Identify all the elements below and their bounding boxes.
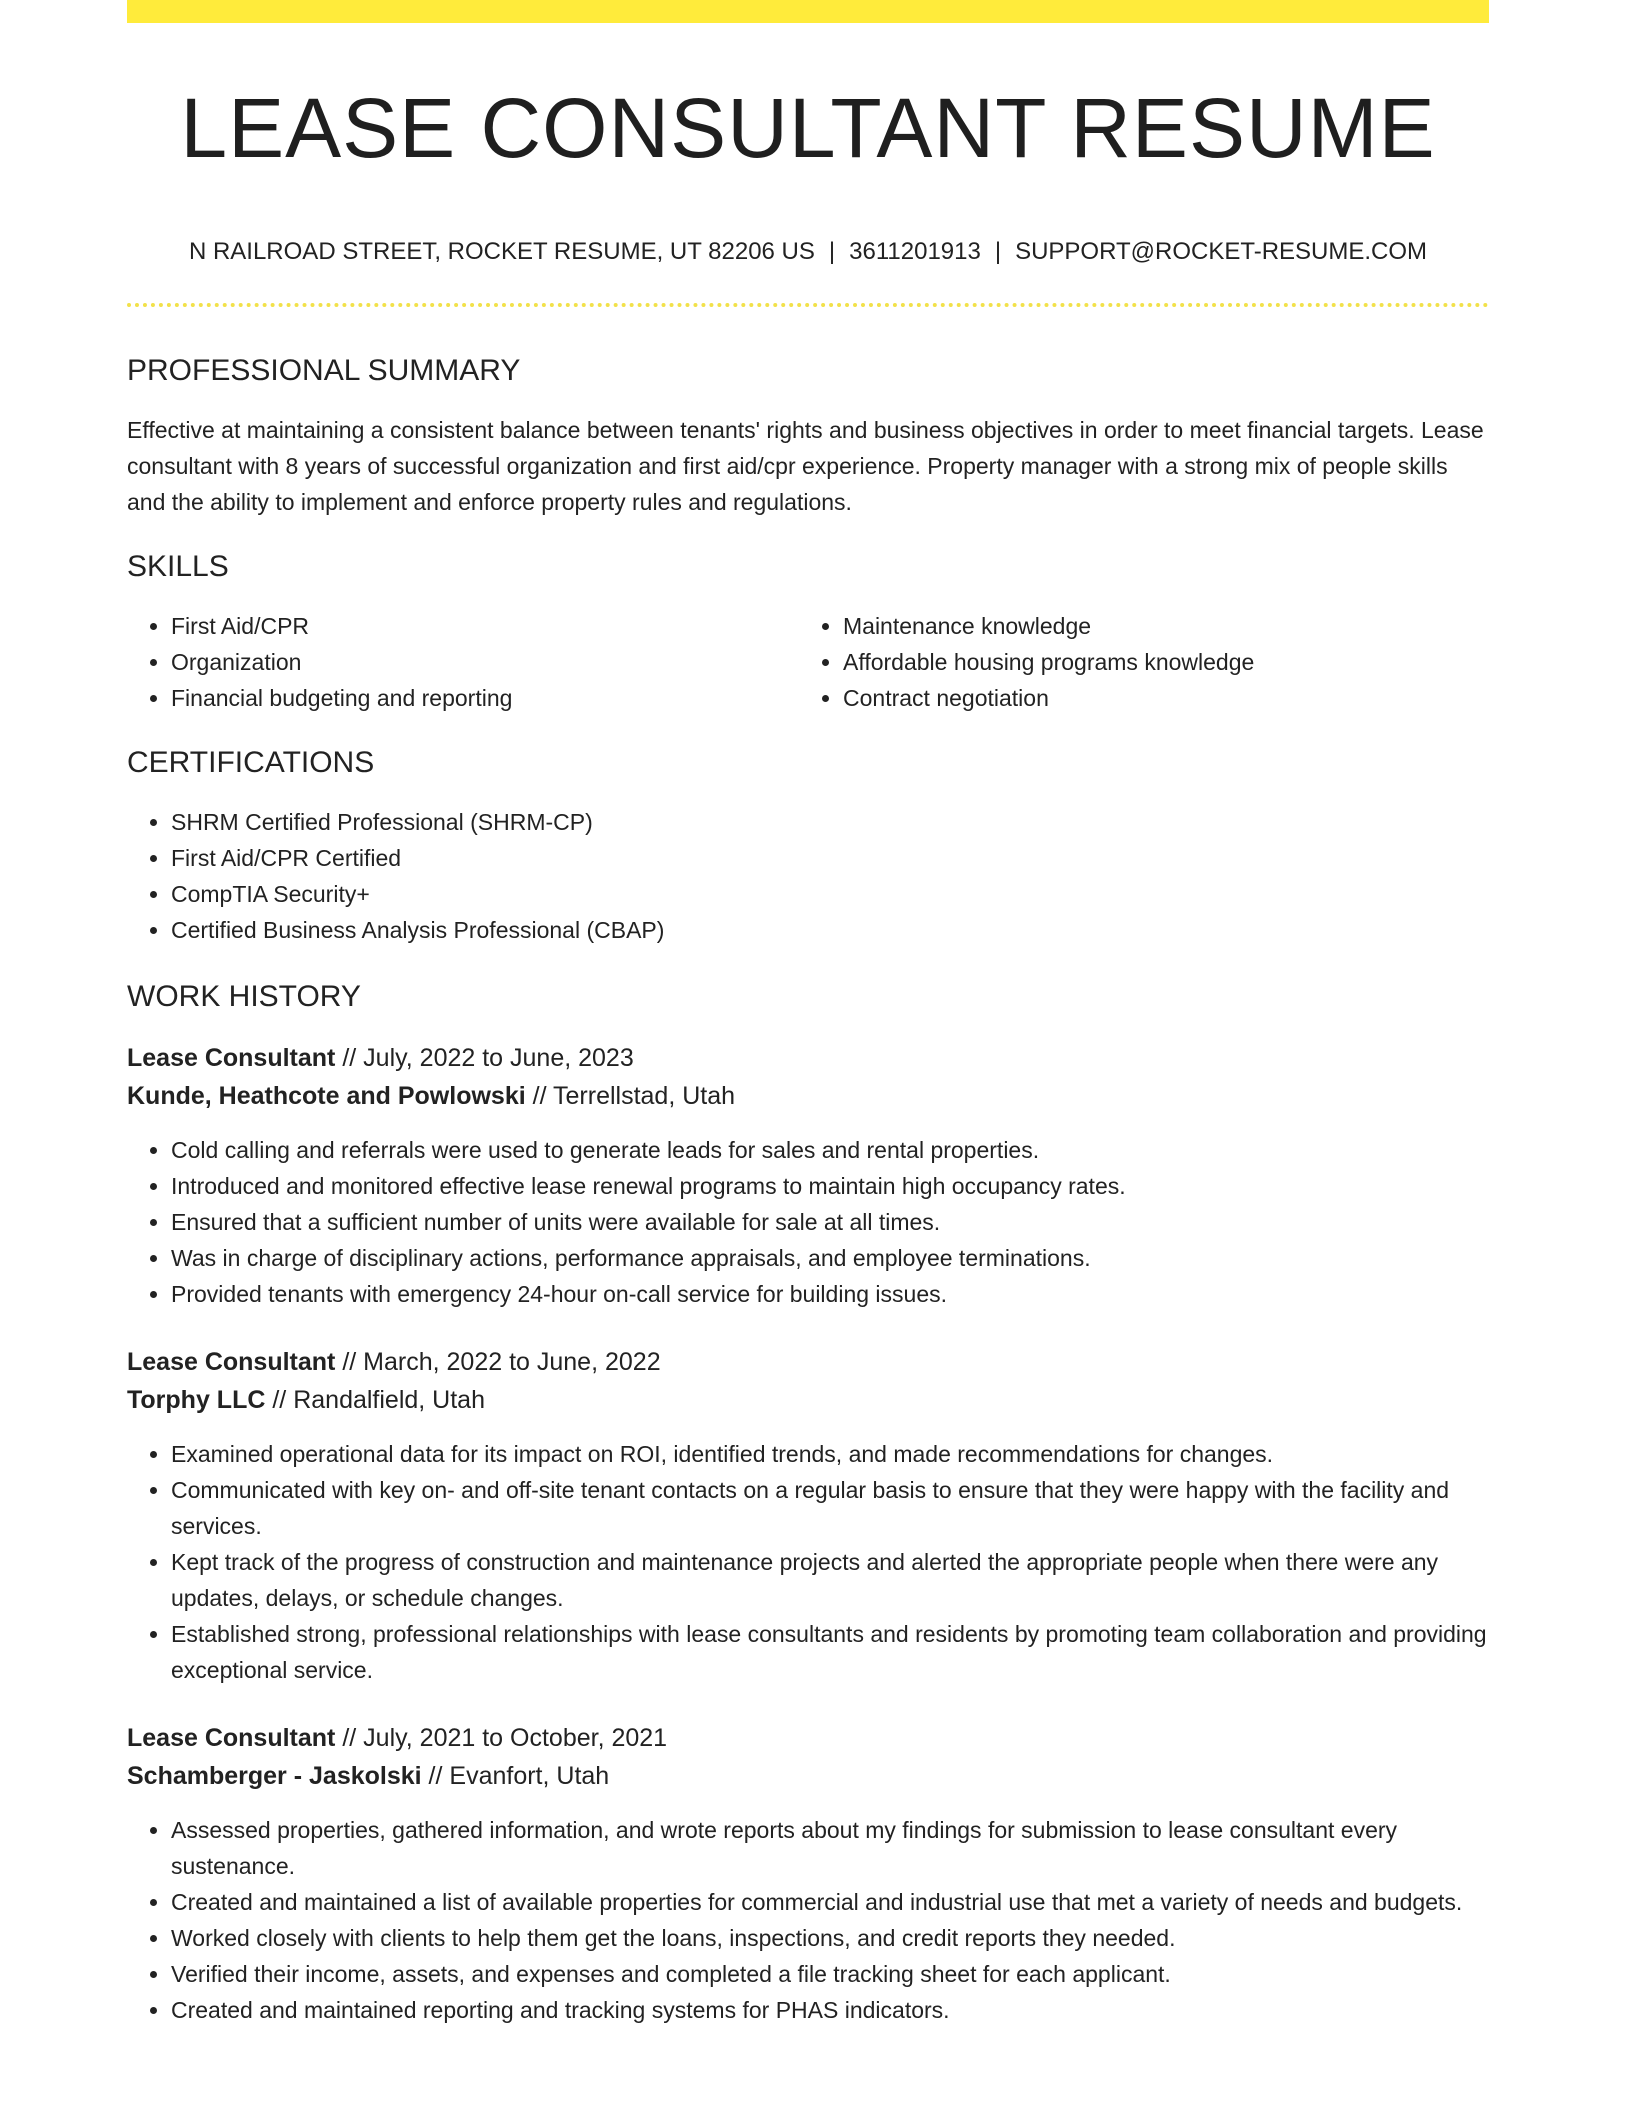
list-item: • Established strong, professional relationships with lease consultants and residents by promoting team collaboration and providing exceptional service. xyxy=(171,1616,1489,1688)
summary-heading: PROFESSIONAL SUMMARY xyxy=(127,354,521,387)
skills-list-right xyxy=(799,608,1483,716)
job-dates: March, 2022 to June, 2022 xyxy=(363,1348,661,1376)
list-item: • First Aid/CPR Certified xyxy=(171,840,1489,876)
contact-phone: 3611201913 xyxy=(849,238,981,265)
list-item: • Cold calling and referrals were used to generate leads for sales and rental properties. xyxy=(171,1132,1489,1168)
list-item: • Assessed properties, gathered information, and wrote reports about my findings for submission to lease consultant every sustenance. xyxy=(171,1812,1489,1884)
list-item: • First Aid/CPR xyxy=(171,608,801,644)
contact-line xyxy=(127,236,1489,268)
job-company: Torphy LLC xyxy=(127,1386,266,1414)
work-history-heading: WORK HISTORY xyxy=(127,980,361,1013)
job-dates: July, 2022 to June, 2023 xyxy=(363,1044,634,1072)
job-bullets xyxy=(127,1132,1489,1312)
list-item: • Financial budgeting and reporting xyxy=(171,680,801,716)
job-company-line xyxy=(127,1078,735,1114)
job-dates: July, 2021 to October, 2021 xyxy=(363,1724,668,1752)
contact-separator: | xyxy=(994,238,1002,265)
list-item: • SHRM Certified Professional (SHRM-CP) xyxy=(171,804,1489,840)
list-item: • Contract negotiation xyxy=(843,680,1483,716)
job-location: Terrellstad, Utah xyxy=(553,1082,736,1110)
contact-separator: | xyxy=(828,238,836,265)
list-item: • Organization xyxy=(171,644,801,680)
list-item: • Was in charge of disciplinary actions, performance appraisals, and employee terminations. xyxy=(171,1240,1489,1276)
job-separator: // xyxy=(335,1348,364,1376)
list-item: • Introduced and monitored effective lease renewal programs to maintain high occupancy rates. xyxy=(171,1168,1489,1204)
job-separator: // xyxy=(265,1386,294,1414)
skills-heading: SKILLS xyxy=(127,550,229,583)
job-title-line xyxy=(127,1720,667,1756)
job-company: Schamberger - Jaskolski xyxy=(127,1762,422,1790)
job-title-line xyxy=(127,1040,634,1076)
contact-address: N RAILROAD STREET, ROCKET RESUME, UT 82206 US xyxy=(188,238,815,265)
list-item: • Certified Business Analysis Professional (CBAP) xyxy=(171,912,1489,948)
list-item: • Verified their income, assets, and expenses and completed a file tracking sheet for each applicant. xyxy=(171,1956,1489,1992)
job-title: Lease Consultant xyxy=(127,1724,336,1752)
list-item: • Communicated with key on- and off-site tenant contacts on a regular basis to ensure that they were happy with the facility and services. xyxy=(171,1472,1489,1544)
job-bullets xyxy=(127,1436,1489,1688)
job-title: Lease Consultant xyxy=(127,1044,336,1072)
list-item: • Created and maintained a list of available properties for commercial and industrial use that met a variety of needs and budgets. xyxy=(171,1884,1489,1920)
list-item: • Affordable housing programs knowledge xyxy=(843,644,1483,680)
job-bullets xyxy=(127,1812,1489,2028)
job-location: Evanfort, Utah xyxy=(449,1762,610,1790)
dotted-divider xyxy=(127,303,1489,307)
job-separator: // xyxy=(525,1082,554,1110)
list-item: • Kept track of the progress of construction and maintenance projects and alerted the appropriate people when there were any updates, delays, or schedule changes. xyxy=(171,1544,1489,1616)
list-item: • Maintenance knowledge xyxy=(843,608,1483,644)
list-item: • Provided tenants with emergency 24-hour on-call service for building issues. xyxy=(171,1276,1489,1312)
job-separator: // xyxy=(335,1044,364,1072)
certifications-list xyxy=(127,804,1489,948)
job-location: Randalfield, Utah xyxy=(293,1386,485,1414)
job-title-line xyxy=(127,1344,661,1380)
job-separator: // xyxy=(335,1724,364,1752)
list-item: • Ensured that a sufficient number of units were available for sale at all times. xyxy=(171,1204,1489,1240)
job-separator: // xyxy=(421,1762,450,1790)
contact-email: SUPPORT@ROCKET-RESUME.COM xyxy=(1015,238,1428,265)
summary-text: Effective at maintaining a consistent balance between tenants' rights and business objectives in order to meet financial targets. Lease consultant with 8 years of successful organization and first aid/cpr experience. Property manager with a strong mix of people skills and the ability to implement and enforce property rules and regulations. xyxy=(127,417,1484,515)
list-item: • Worked closely with clients to help them get the loans, inspections, and credit reports they needed. xyxy=(171,1920,1489,1956)
list-item: • CompTIA Security+ xyxy=(171,876,1489,912)
list-item: • Examined operational data for its impact on ROI, identified trends, and made recommendations for changes. xyxy=(171,1436,1489,1472)
job-company-line xyxy=(127,1758,609,1794)
resume-title: LEASE CONSULTANT RESUME xyxy=(180,81,1436,175)
list-item: • Created and maintained reporting and tracking systems for PHAS indicators. xyxy=(171,1992,1489,2028)
certifications-heading: CERTIFICATIONS xyxy=(127,746,375,779)
job-title: Lease Consultant xyxy=(127,1348,336,1376)
accent-top-bar xyxy=(127,0,1489,23)
skills-list-left xyxy=(127,608,801,716)
job-company-line xyxy=(127,1382,485,1418)
job-company: Kunde, Heathcote and Powlowski xyxy=(127,1082,526,1110)
